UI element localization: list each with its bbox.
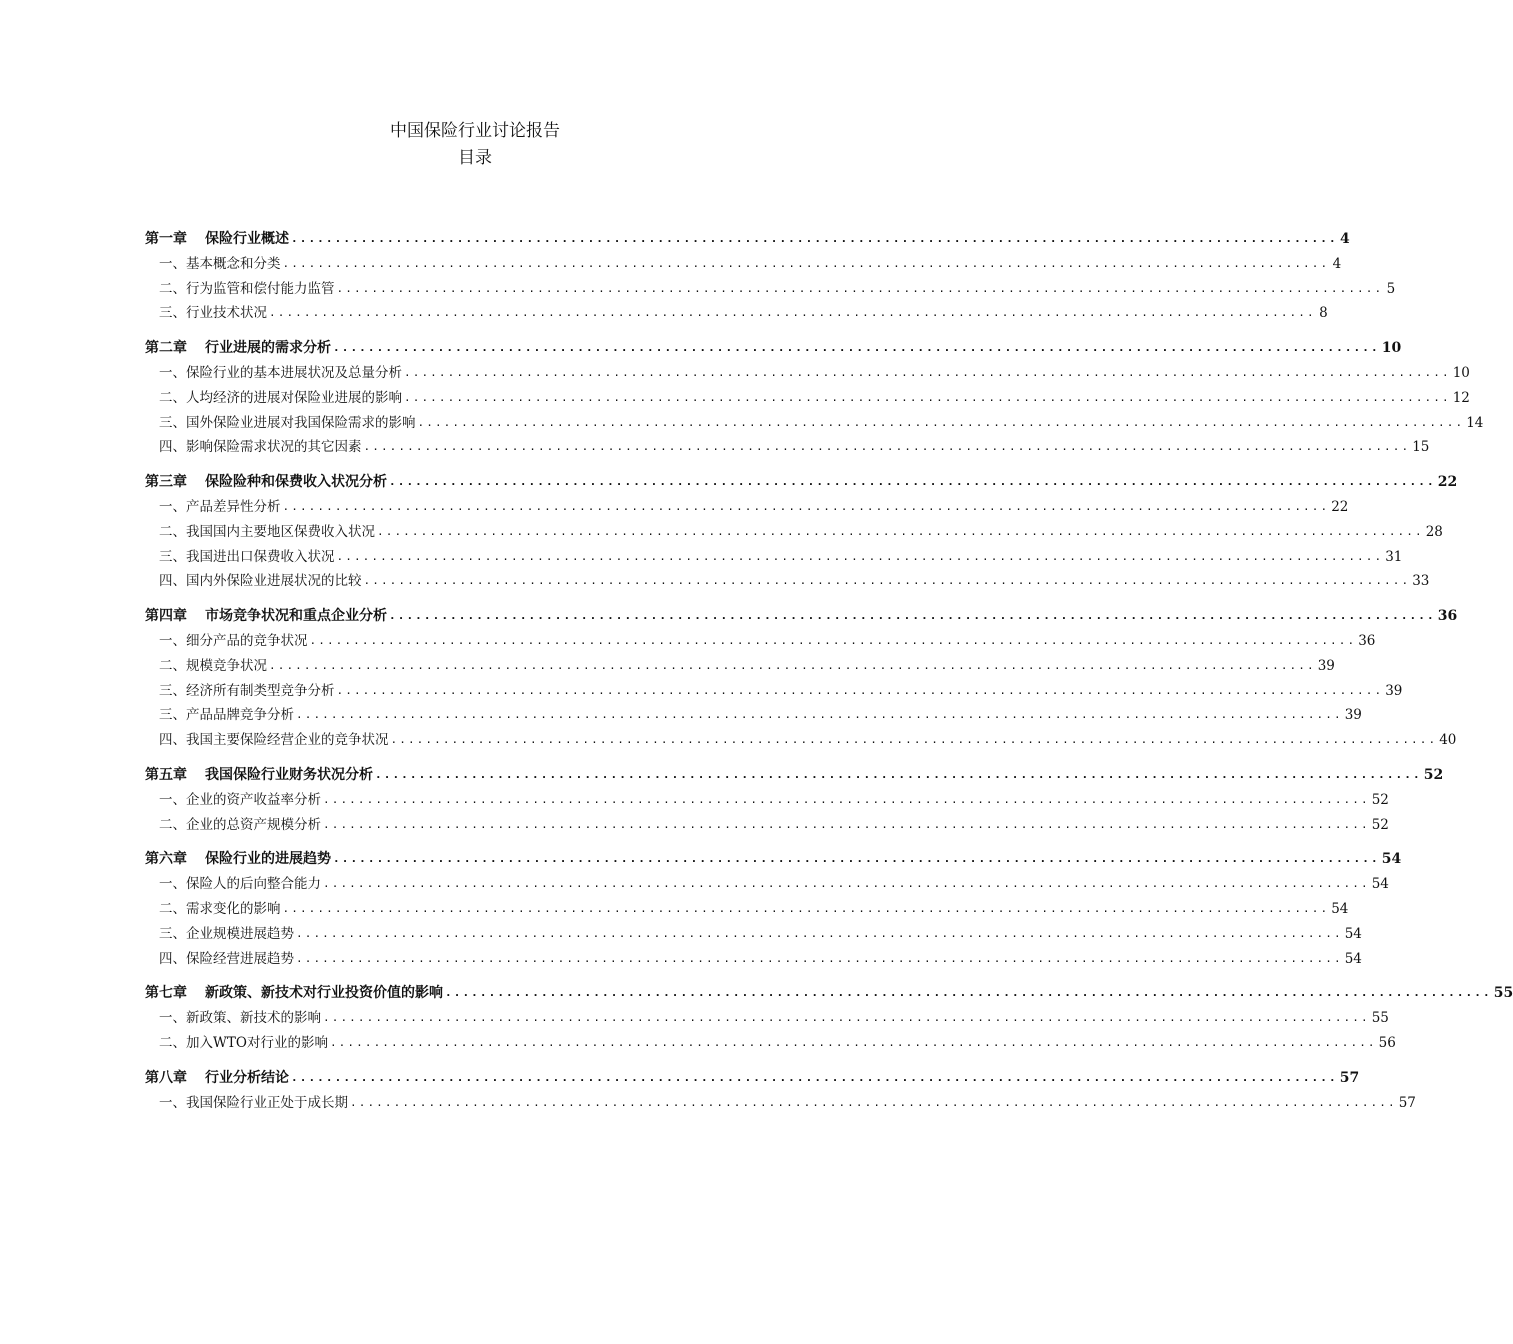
toc-entry-label: [159, 875, 321, 893]
toc-dot-leader: ........................................................................................................................: [323, 877, 1370, 891]
toc-page-number: 56: [1378, 1035, 1396, 1051]
toc-section-entry[interactable]: [145, 517, 1443, 541]
toc-entry-title: 国外保险业进展对我国保险需求的影响: [186, 414, 416, 431]
toc-dot-leader: ........................................................................................................................: [336, 683, 1384, 697]
toc-page-number: 39: [1385, 682, 1403, 699]
toc-entry-label: [159, 1034, 328, 1052]
toc-dot-leader: ........................................................................................................................: [291, 1070, 1338, 1084]
toc-entry-label: [159, 706, 294, 724]
toc-entry-number: 第六章: [145, 851, 187, 868]
toc-dot-leader: ........................................................................................................................: [389, 609, 1436, 623]
toc-entry-label: [145, 473, 387, 491]
toc-entry-title: 加入WTO对行业的影响: [186, 1035, 328, 1051]
toc-entry-number: 第四章: [145, 608, 187, 625]
toc-dot-leader: ........................................................................................................................: [323, 1011, 1370, 1025]
toc-section-entry[interactable]: [145, 676, 1403, 700]
toc-entry-label: [159, 632, 308, 650]
toc-chapter-entry[interactable]: [145, 1063, 1360, 1087]
toc-dot-leader: ........................................................................................................................: [333, 852, 1380, 866]
toc-entry-label: [159, 414, 416, 432]
toc-entry-number: 二、: [159, 523, 186, 540]
toc-dot-leader: ........................................................................................................................: [282, 500, 1330, 513]
toc-section-entry[interactable]: [145, 810, 1389, 834]
toc-dot-leader: ........................................................................................................................: [363, 574, 1411, 588]
toc-dot-leader: ........................................................................................................................: [404, 366, 1451, 379]
toc-entry-title: 保险经营进展趋势: [186, 950, 294, 967]
toc-page-number: 15: [1412, 439, 1430, 456]
toc-dot-leader: ........................................................................................................................: [309, 634, 1357, 647]
toc-entry-number: 一、: [159, 633, 186, 649]
toc-entry-number: 二、: [159, 657, 186, 674]
toc-entry-number: 第一章: [145, 231, 187, 247]
toc-heading: 目录: [458, 148, 492, 168]
toc-page-number: 39: [1344, 707, 1362, 724]
toc-page-number: 54: [1344, 925, 1362, 942]
toc-dot-leader: ........................................................................................................................: [417, 415, 1465, 429]
toc-page-number: 57: [1339, 1069, 1360, 1086]
toc-dot-leader: ........................................................................................................................: [404, 390, 1451, 404]
toc-entry-title: 市场竞争状况和重点企业分析: [205, 608, 387, 625]
toc-entry-label: [145, 984, 443, 1002]
toc-entry-number: 四、: [159, 732, 186, 749]
toc-dot-leader: ........................................................................................................................: [333, 341, 1380, 355]
toc-page-number: 52: [1371, 791, 1389, 808]
toc-section-entry[interactable]: [145, 919, 1362, 943]
toc-dot-leader: ........................................................................................................................: [269, 658, 1316, 672]
toc-entry-title: 我国进出口保费收入状况: [186, 548, 335, 565]
toc-page-number: 31: [1385, 548, 1403, 565]
toc-chapter-entry[interactable]: [145, 224, 1350, 248]
toc-entry-title: 保险行业的进展趋势: [205, 851, 331, 868]
toc-entry-number: 四、: [159, 950, 186, 967]
toc-entry-number: 三、: [159, 548, 186, 565]
toc-entry-number: 一、: [159, 499, 186, 515]
toc-page-number: 39: [1317, 657, 1335, 674]
toc-entry-label: [159, 1009, 321, 1027]
toc-entry-label: [159, 925, 294, 943]
toc-entry-label: [159, 438, 362, 456]
toc-dot-leader: ........................................................................................................................: [350, 1095, 1397, 1109]
toc-entry-label: [159, 900, 281, 918]
toc-entry-title: 行业技术状况: [186, 305, 267, 322]
toc-chapter-entry[interactable]: [145, 601, 1458, 625]
toc-entry-number: 第三章: [145, 474, 187, 491]
toc-section-entry[interactable]: [145, 1003, 1389, 1027]
toc-page-number: 22: [1437, 474, 1458, 491]
toc-chapter-entry[interactable]: [145, 760, 1444, 784]
toc-page-number: 10: [1381, 340, 1402, 357]
toc-entry-title: 保险险种和保费收入状况分析: [205, 474, 387, 491]
toc-entry-label: [159, 657, 267, 675]
toc-chapter-entry[interactable]: [145, 333, 1402, 357]
toc-dot-leader: ........................................................................................................................: [336, 549, 1384, 563]
toc-entry-number: 一、: [159, 876, 186, 893]
toc-dot-leader: ........................................................................................................................: [296, 926, 1343, 940]
toc-dot-leader: ........................................................................................................................: [390, 733, 1438, 747]
toc-entry-number: 第七章: [145, 985, 187, 1002]
toc-entry-number: 四、: [159, 439, 186, 456]
toc-entry-number: 三、: [159, 305, 186, 322]
toc-page-number: 12: [1452, 389, 1470, 406]
toc-entry-label: [159, 950, 294, 968]
toc-entry-title: 基本概念和分类: [186, 255, 281, 272]
toc-section-entry[interactable]: [145, 700, 1362, 724]
toc-entry-title: 产品品牌竞争分析: [186, 707, 294, 724]
toc-entry-label: [159, 280, 335, 298]
toc-page-number: 54: [1371, 876, 1389, 893]
toc-entry-label: [145, 766, 373, 784]
toc-page-number: 8: [1319, 305, 1328, 322]
toc-entry-title: 我国国内主要地区保费收入状况: [186, 523, 375, 540]
toc-section-entry[interactable]: [145, 1088, 1416, 1112]
toc-entry-number: 三、: [159, 414, 186, 431]
toc-page-number: 14: [1466, 414, 1484, 431]
toc-section-entry[interactable]: [145, 944, 1362, 968]
toc-entry-title: 产品差异性分析: [186, 499, 281, 515]
toc-entry-title: 行业分析结论: [205, 1069, 289, 1086]
document-title: 中国保险行业讨论报告: [390, 121, 560, 141]
toc-section-entry[interactable]: [145, 492, 1349, 516]
toc-entry-title: 需求变化的影响: [186, 901, 281, 917]
toc-entry-number: 第五章: [145, 767, 187, 783]
toc-entry-number: 第二章: [145, 340, 187, 357]
toc-page-number: 10: [1452, 365, 1470, 381]
toc-entry-title: 新政策、新技术对行业投资价值的影响: [205, 985, 443, 1002]
toc-entry-label: [145, 850, 331, 868]
toc-page-number: 28: [1425, 523, 1443, 540]
toc-dot-leader: ........................................................................................................................: [336, 281, 1384, 295]
toc-section-entry[interactable]: [145, 358, 1470, 382]
toc-section-entry[interactable]: [145, 725, 1457, 749]
toc-page-number: 54: [1331, 901, 1349, 917]
toc-page-number: 57: [1398, 1094, 1416, 1111]
toc-entry-label: [159, 791, 321, 809]
toc-entry-title: 企业规模进展趋势: [186, 925, 294, 942]
toc-entry-label: [145, 339, 331, 357]
toc-entry-number: 二、: [159, 389, 186, 406]
toc-entry-title: 国内外保险业进展状况的比较: [186, 573, 362, 590]
toc-entry-label: [159, 682, 335, 700]
toc-entry-number: 一、: [159, 1094, 186, 1111]
toc-entry-label: [145, 1069, 289, 1087]
toc-dot-leader: ........................................................................................................................: [291, 232, 1338, 245]
toc-dot-leader: ........................................................................................................................: [377, 524, 1424, 538]
toc-section-entry[interactable]: [145, 383, 1470, 407]
toc-page-number: 52: [1371, 816, 1389, 833]
toc-entry-number: 三、: [159, 707, 186, 724]
toc-entry-title: 我国主要保险经营企业的竞争状况: [186, 732, 389, 749]
toc-entry-title: 我国保险行业财务状况分析: [205, 767, 373, 783]
toc-section-entry[interactable]: [145, 542, 1403, 566]
toc-chapter-entry[interactable]: [145, 467, 1458, 491]
toc-entry-number: 二、: [159, 1035, 186, 1051]
toc-page-number: 40: [1439, 732, 1457, 749]
toc-entry-label: [159, 255, 281, 273]
toc-dot-leader: ........................................................................................................................: [269, 306, 1316, 320]
toc-entry-number: 二、: [159, 901, 186, 917]
toc-entry-number: 二、: [159, 280, 186, 297]
toc-entry-title: 影响保险需求状况的其它因素: [186, 439, 362, 456]
toc-entry-label: [159, 304, 267, 322]
toc-section-entry[interactable]: [145, 432, 1430, 456]
toc-entry-number: 第八章: [145, 1069, 187, 1086]
toc-entry-label: [159, 364, 402, 382]
toc-section-entry[interactable]: [145, 894, 1349, 918]
toc-dot-leader: ........................................................................................................................: [323, 792, 1370, 806]
toc-entry-title: 细分产品的竞争状况: [186, 633, 308, 649]
toc-entry-title: 企业的资产收益率分析: [186, 791, 321, 808]
toc-entry-label: [159, 548, 335, 566]
toc-entry-number: 一、: [159, 791, 186, 808]
toc-page-number: 55: [1493, 985, 1513, 1002]
toc-entry-title: 保险人的后向整合能力: [186, 876, 321, 893]
toc-page-number: 22: [1331, 499, 1349, 515]
toc-section-entry[interactable]: [145, 274, 1396, 298]
toc-chapter-entry[interactable]: [145, 978, 1513, 1002]
toc-entry-label: [159, 572, 362, 590]
toc-dot-leader: ........................................................................................................................: [323, 817, 1370, 831]
toc-page-number: 4: [1332, 255, 1342, 272]
toc-dot-leader: ........................................................................................................................: [282, 256, 1330, 270]
toc-entry-label: [159, 389, 402, 407]
toc-entry-number: 三、: [159, 925, 186, 942]
toc-entry-label: [145, 607, 387, 625]
toc-section-entry[interactable]: [145, 566, 1430, 590]
toc-entry-title: 经济所有制类型竞争分析: [186, 682, 335, 699]
toc-entry-title: 新政策、新技术的影响: [186, 1010, 321, 1027]
toc-section-entry[interactable]: [145, 651, 1335, 675]
toc-page-number: 55: [1371, 1010, 1389, 1027]
toc-page-number: 54: [1381, 851, 1402, 868]
toc-dot-leader: ........................................................................................................................: [363, 440, 1411, 454]
toc-section-entry[interactable]: [145, 1028, 1396, 1052]
toc-entry-label: [159, 523, 375, 541]
toc-entry-label: [145, 230, 289, 248]
toc-entry-title: 保险行业的基本进展状况及总量分析: [186, 365, 402, 381]
toc-section-entry[interactable]: [145, 408, 1484, 432]
toc-entry-title: 企业的总资产规模分析: [186, 816, 321, 833]
toc-section-entry[interactable]: [145, 869, 1389, 893]
toc-entry-label: [159, 816, 321, 834]
toc-chapter-entry[interactable]: [145, 844, 1402, 868]
toc-entry-number: 二、: [159, 816, 186, 833]
toc-dot-leader: ........................................................................................................................: [389, 475, 1436, 489]
toc-page-number: 52: [1423, 767, 1444, 783]
toc-dot-leader: ........................................................................................................................: [329, 1036, 1377, 1049]
toc-page-number: 4: [1339, 231, 1350, 247]
toc-dot-leader: ........................................................................................................................: [375, 768, 1422, 781]
toc-entry-title: 人均经济的进展对保险业进展的影响: [186, 389, 402, 406]
toc-page-number: 36: [1358, 633, 1376, 649]
toc-entry-title: 行业进展的需求分析: [205, 340, 331, 357]
toc-dot-leader: ........................................................................................................................: [296, 951, 1343, 965]
toc-dot-leader: ........................................................................................................................: [282, 902, 1330, 915]
toc-page-number: 36: [1437, 608, 1458, 625]
toc-entry-label: [159, 731, 389, 749]
toc-page-number: 54: [1344, 950, 1362, 967]
toc-entry-number: 一、: [159, 255, 186, 272]
toc-section-entry[interactable]: [145, 626, 1376, 650]
toc-entry-number: 一、: [159, 365, 186, 381]
toc-section-entry[interactable]: [145, 785, 1389, 809]
toc-section-entry[interactable]: [145, 298, 1328, 322]
toc-section-entry[interactable]: [145, 249, 1342, 273]
toc-entry-title: 行为监管和偿付能力监管: [186, 280, 335, 297]
toc-entry-number: 三、: [159, 682, 186, 699]
toc-dot-leader: ........................................................................................................................: [296, 708, 1343, 722]
toc-dot-leader: ........................................................................................................................: [445, 986, 1492, 1000]
toc-entry-number: 四、: [159, 573, 186, 590]
toc-entry-title: 我国保险行业正处于成长期: [186, 1094, 348, 1111]
toc-page-number: 33: [1412, 573, 1430, 590]
toc-entry-title: 规模竞争状况: [186, 657, 267, 674]
toc-entry-label: [159, 1094, 348, 1112]
toc-entry-number: 一、: [159, 1010, 186, 1027]
toc-entry-title: 保险行业概述: [205, 231, 289, 247]
toc-entry-label: [159, 498, 281, 516]
toc-page-number: 5: [1386, 280, 1396, 297]
